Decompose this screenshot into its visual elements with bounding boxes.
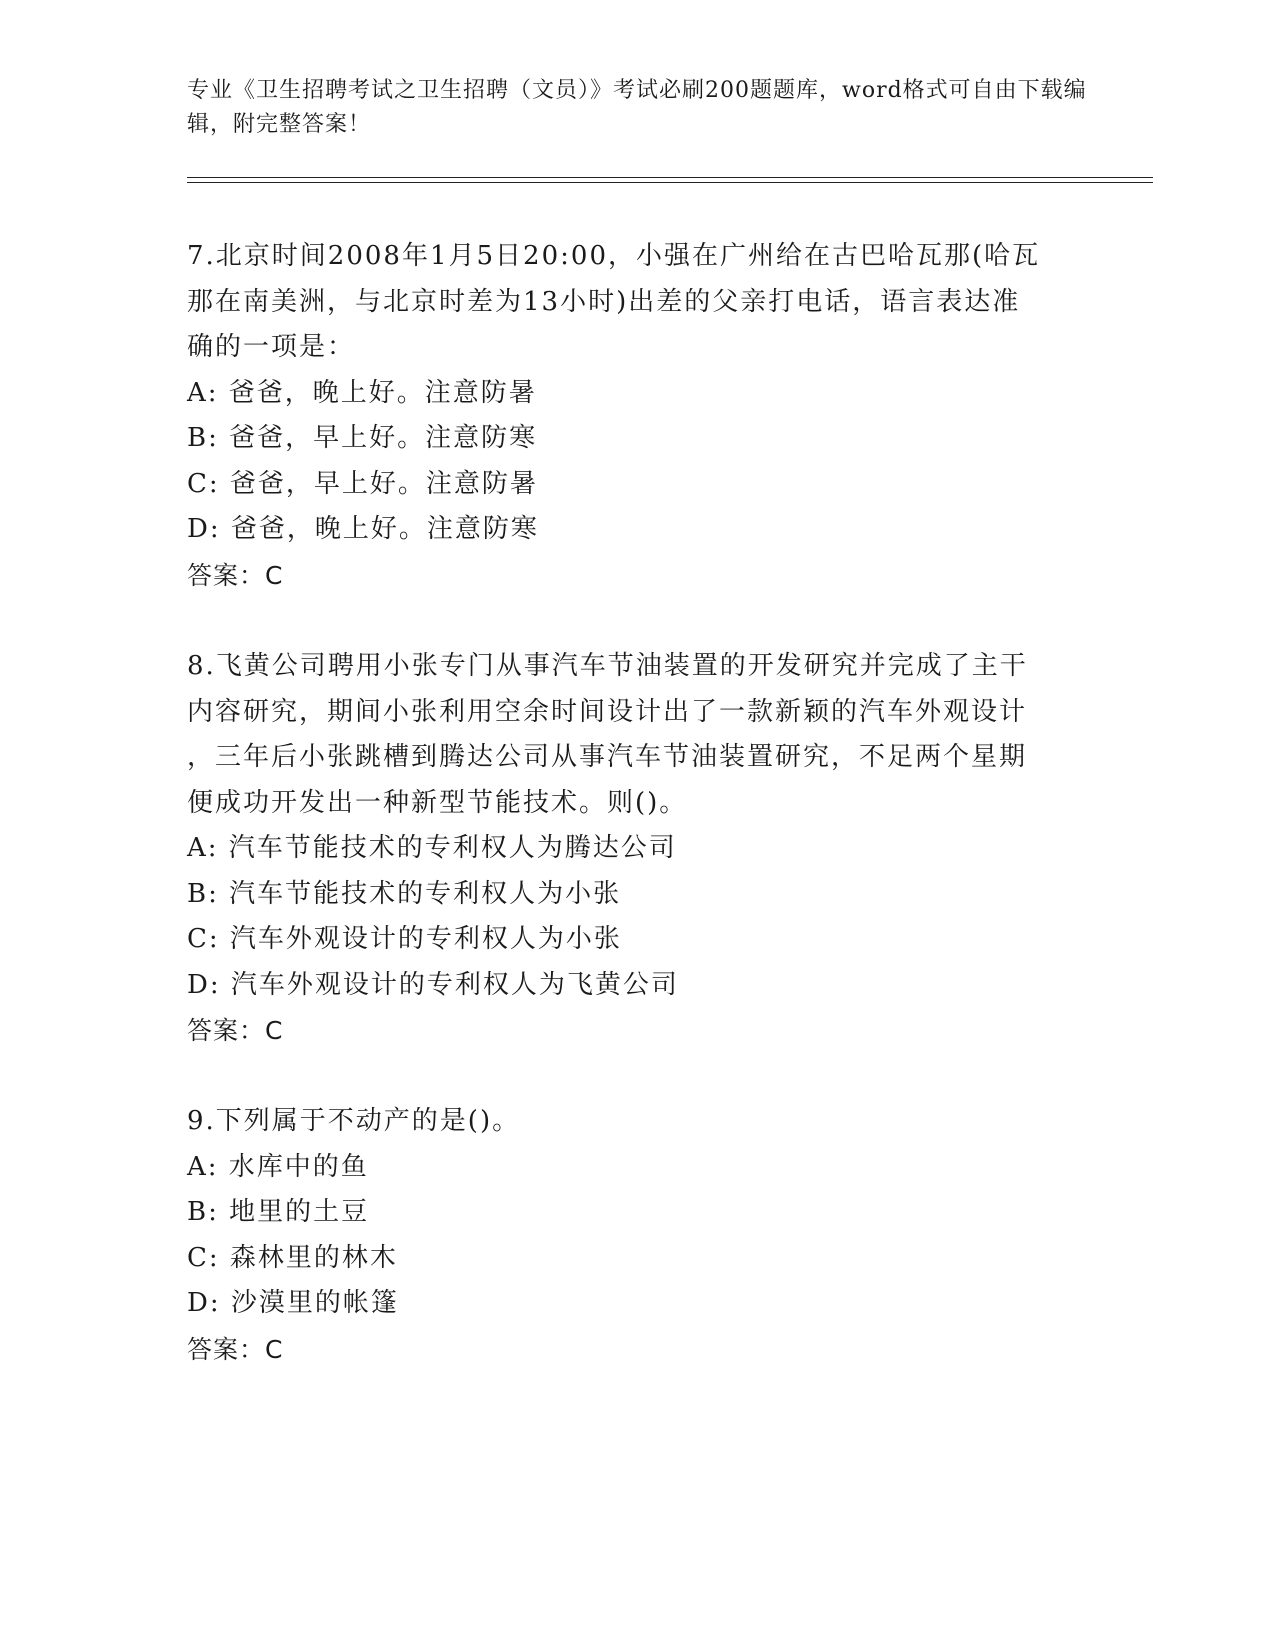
- question-stem-line: 8.飞黄公司聘用小张专门从事汽车节油装置的开发研究并完成了主干: [187, 651, 1028, 681]
- header-intro-text: 专业《卫生招聘考试之卫生招聘（文员）》考试必刷200题题库，word格式可自由下载编辑，附完整答案！: [187, 78, 1087, 137]
- option-a: A: 水库中的鱼: [187, 1151, 369, 1182]
- option-b: B: 汽车节能技术的专利权人为小张: [187, 878, 622, 909]
- option-a: A: 爸爸，晚上好。注意防暑: [187, 377, 537, 408]
- option-c: C: 森林里的林木: [187, 1242, 398, 1273]
- question-stem-line: 确的一项是：: [187, 332, 356, 362]
- header-divider-bottom: [187, 182, 1153, 183]
- option-d: D: 爸爸，晚上好。注意防寒: [187, 514, 539, 544]
- option-c: C: 爸爸，早上好。注意防暑: [187, 468, 538, 499]
- answer-line: 答案：C: [187, 560, 284, 590]
- question-stem-line: 7.北京时间2008年1月5日20:00，小强在广州给在古巴哈瓦那(哈瓦: [187, 241, 1041, 271]
- option-b: B: 地里的土豆: [187, 1197, 370, 1227]
- answer-line: 答案：C: [187, 1016, 284, 1045]
- option-c: C: 汽车外观设计的专利权人为小张: [187, 924, 622, 954]
- question-stem-line: ，三年后小张跳槽到腾达公司从事汽车节油装置研究，不足两个星期: [187, 742, 1028, 772]
- option-d: D: 汽车外观设计的专利权人为飞黄公司: [187, 969, 679, 1000]
- question-7: [187, 234, 1087, 598]
- question-stem-line: 9.下列属于不动产的是()。: [187, 1106, 521, 1136]
- question-stem-line: 那在南美洲，与北京时差为13小时)出差的父亲打电话，语言表达准: [187, 286, 1021, 317]
- question-8: [187, 644, 1087, 1054]
- option-a: A: 汽车节能技术的专利权人为腾达公司: [187, 833, 677, 863]
- question-stem-line: 内容研究，期间小张利用空余时间设计出了一款新颖的汽车外观设计: [187, 696, 1028, 727]
- document-header: [187, 74, 1087, 142]
- header-divider-top: [187, 177, 1153, 178]
- option-d: D: 沙漠里的帐篷: [187, 1288, 399, 1318]
- question-9: [187, 1099, 1087, 1372]
- option-b: B: 爸爸，早上好。注意防寒: [187, 423, 538, 453]
- question-stem-line: 便成功开发出一种新型节能技术。则()。: [187, 787, 688, 818]
- answer-line: 答案：C: [187, 1334, 284, 1364]
